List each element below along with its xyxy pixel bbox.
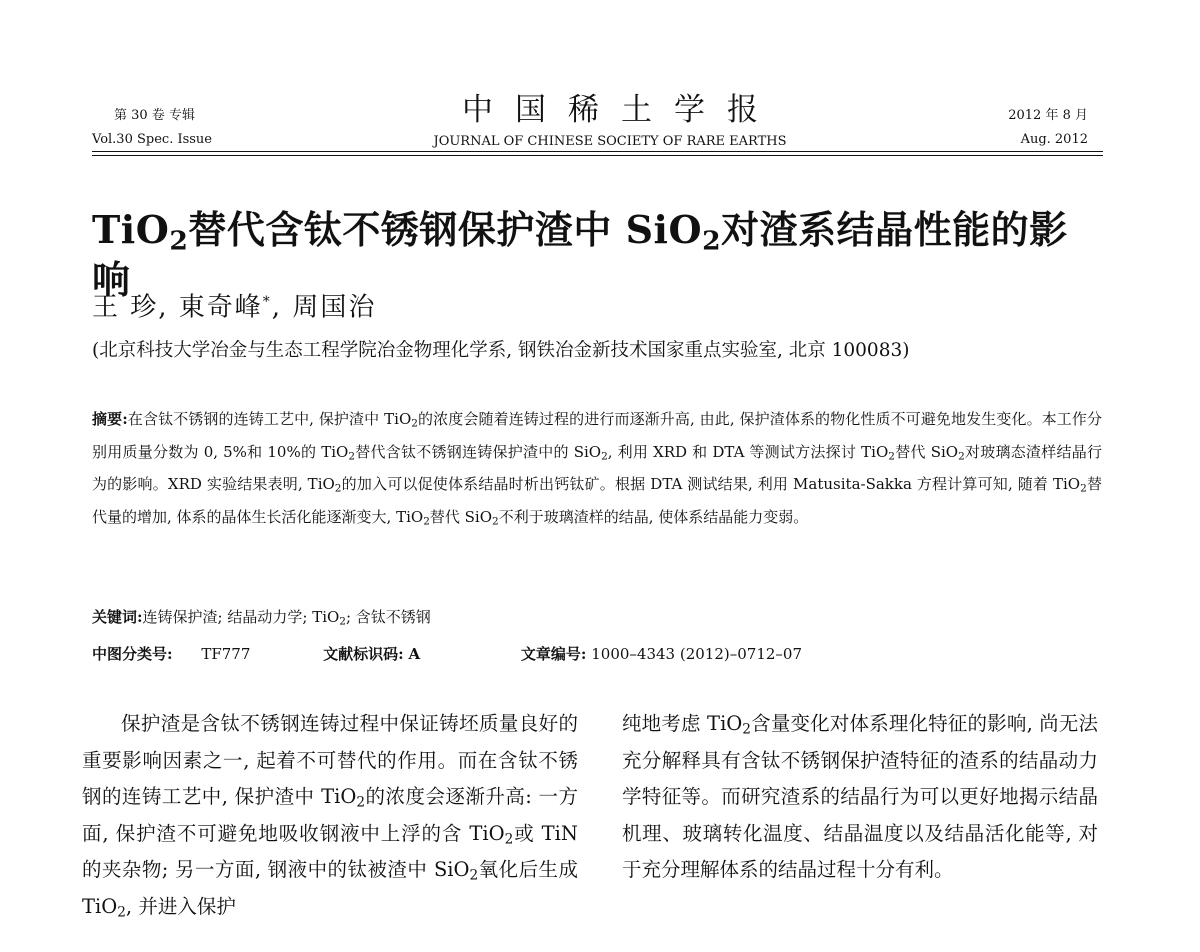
date-en: Aug. 2012 <box>1020 132 1088 147</box>
body-column-right: 纯地考虑 TiO$_2$含量变化对体系理化特征的影响, 尚无法充分解释具有含钛不锈钢保护渣特征的渣系的结晶动力学特征等。而研究渣系的结晶行为可以更好地揭示结晶机理、玻璃转化温度、结晶温度以及结晶活化能等, 对于充分理解体系的结晶过程十分有利。 <box>622 712 1098 881</box>
doc-code-label: 文献标识码: <box>323 645 404 663</box>
header-rule-thick <box>92 151 1103 152</box>
date-cn: 2012 年 8 月 <box>1008 108 1088 123</box>
article-number-value: 1000–4343 (2012)–0712–07 <box>591 645 802 663</box>
abstract-label: 摘要: <box>92 410 128 428</box>
volume-cn: 第 30 卷 专辑 <box>114 108 195 123</box>
abstract: 摘要:在含钛不锈钢的连铸工艺中, 保护渣中 TiO$_2$的浓度会随着连铸过程的进行而逐渐升高, 由此, 保护渣体系的物化性质不可避免地发生变化。本工作分别用质量分数为 0, 5%和 10%的 TiO$_2$替代含钛不锈钢连铸保护渣中的 SiO$_2$, 利用 XRD 和 DTA 等测试方法探讨 TiO$_2$替代 SiO$_2$对玻璃态渣样结晶行为的影响。XRD 实验结果表明, TiO$_2$的加入可以促使体系结晶时析出钙钛矿。根据 DTA 测试结果, 利用 Matusita-Sakka 方程计算可知, 随着 TiO$_2$替代量的增加, 体系的晶体生长活化能逐渐变大, TiO$_2$替代 SiO$_2$不利于玻璃渣样的结晶, 使体系结晶能力变弱。 <box>92 410 1103 528</box>
keywords-label: 关键词: <box>92 608 143 626</box>
journal-title-block <box>400 90 820 152</box>
clc-label: 中图分类号: <box>92 645 173 663</box>
classification-line <box>92 640 1092 668</box>
doc-code-value: A <box>408 645 421 663</box>
journal-volume-info <box>92 104 252 152</box>
author-list: 王 珍, 東奇峰*, 周国治 <box>92 292 377 323</box>
volume-en: Vol.30 Spec. Issue <box>92 132 212 147</box>
corresponding-author-mark: * <box>262 294 272 310</box>
paper-title: TiO$_2$替代含钛不锈钢保护渣中 SiO$_2$对渣系结晶性能的影响 <box>92 207 1068 302</box>
header-rule-thin <box>92 155 1103 156</box>
clc-value: TF777 <box>201 645 251 663</box>
journal-title-en: JOURNAL OF CHINESE SOCIETY OF RARE EARTHS <box>433 134 787 149</box>
article-number-label: 文章编号: <box>520 645 587 663</box>
affiliation: (北京科技大学冶金与生态工程学院冶金物理化学系, 钢铁冶金新技术国家重点实验室, 北京 100083) <box>92 340 910 361</box>
journal-date-info <box>960 104 1088 152</box>
body-column-left: 保护渣是含钛不锈钢连铸过程中保证铸坯质量良好的重要影响因素之一, 起着不可替代的作用。而在含钛不锈钢的连铸工艺中, 保护渣中 TiO$_2$的浓度会逐渐升高: 一方面, 保护渣不可避免地吸收钢液中上浮的含 TiO$_2$或 TiN 的夹杂物; 另一方面, 钢液中的钛被渣中 SiO$_2$氧化后生成 TiO$_2$, 并进入保护 <box>82 712 578 920</box>
keywords: 关键词:连铸保护渣; 结晶动力学; TiO$_2$; 含钛不锈钢 <box>92 608 431 628</box>
journal-title-cn: 中国稀土学报 <box>462 92 780 128</box>
